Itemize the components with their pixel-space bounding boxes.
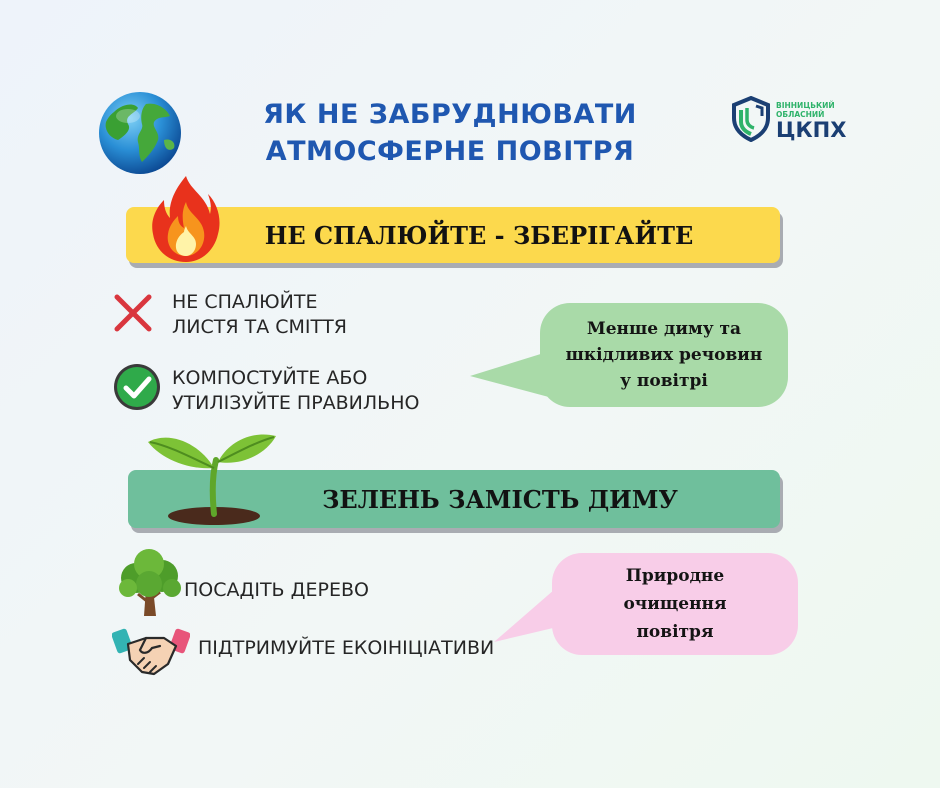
sprout-icon [142, 424, 282, 526]
tree-icon [114, 548, 184, 618]
logo-subtitle: ВІННИЦЬКИЙ ОБЛАСНИЙ [776, 101, 835, 119]
handshake-icon [112, 624, 190, 678]
no-burning-text: НЕ СПАЛЮЙТЕ ЛИСТЯ ТА СМІТТЯ [172, 291, 347, 338]
title-line-1: ЯК НЕ ЗАБРУДНЮВАТИ [263, 99, 637, 130]
logo-shield-icon [730, 96, 772, 142]
support-eco-text: ПІДТРИМУЙТЕ ЕКОІНІЦІАТИВИ [198, 637, 495, 659]
page-title [240, 96, 660, 170]
benefit-bubble-less-smoke: Менше диму та шкідливих речовин у повітрі [540, 303, 788, 407]
logo-text: ЦКПХ [776, 118, 847, 142]
fire-icon [148, 172, 224, 264]
globe-icon [94, 90, 186, 176]
plant-tree-text: ПОСАДІТЬ ДЕРЕВО [184, 579, 369, 601]
benefit-bubble-natural-cleaning: Природне очищення повітря [552, 553, 798, 655]
title-line-2: АТМОСФЕРНЕ ПОВІТРЯ [265, 136, 635, 167]
logo [730, 96, 847, 146]
cross-icon [113, 293, 153, 333]
banner-no-burning-label: НЕ СПАЛЮЙТЕ - ЗБЕРІГАЙТЕ [264, 220, 694, 250]
banner-greenery-label: ЗЕЛЕНЬ ЗАМІСТЬ ДИМУ [322, 484, 678, 514]
compost-text: КОМПОСТУЙТЕ АБО УТИЛІЗУЙТЕ ПРАВИЛЬНО [172, 367, 420, 414]
check-icon [112, 362, 162, 412]
banner-no-burning [126, 207, 780, 263]
